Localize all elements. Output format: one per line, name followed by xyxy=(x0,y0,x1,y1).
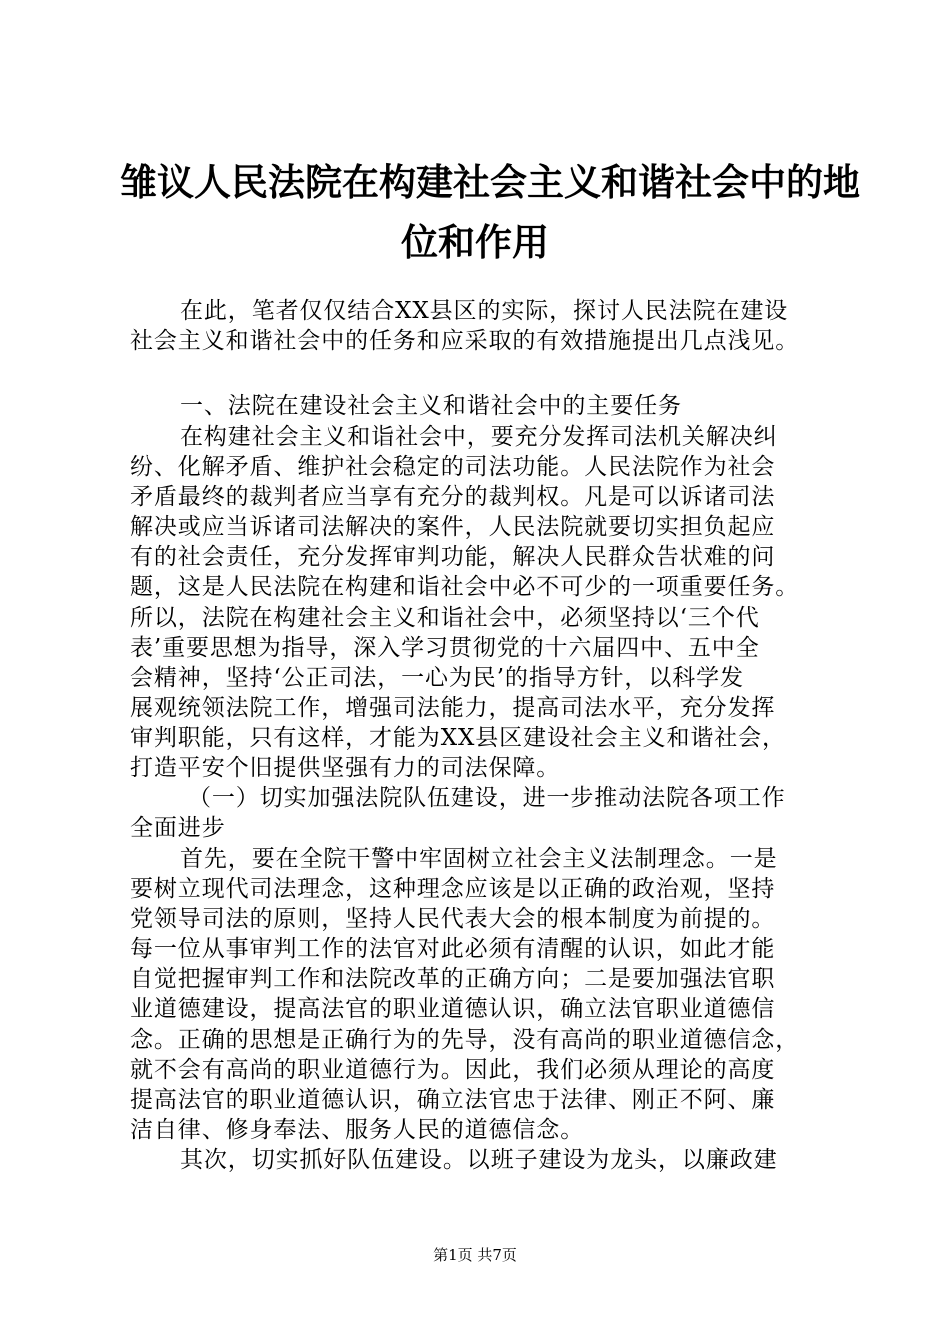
subsection-heading-text: （一）切实加强法院队伍建设，进一步推动法院各项工作 xyxy=(188,785,786,811)
paragraph-line: 表’重要思想为指导，深入学习贯彻党的十六届四中、五中全 xyxy=(130,634,760,661)
document-title-line-2: 位和作用 xyxy=(401,221,549,264)
paragraph-line: 业道德建设，提高法官的职业道德认识，确立法官职业道德信 xyxy=(130,996,776,1023)
paragraph-line: 在构建社会主义和诣社会中，要充分发挥司法机关解决纠 xyxy=(180,424,778,450)
paragraph-line: 有的社会责任，充分发挥审判功能，解决人民群众告状难的问 xyxy=(130,544,776,571)
paragraph-line: 解决或应当诉诸司法解决的案件，人民法院就要切实担负起应 xyxy=(130,514,776,541)
document-title-line-1: 雏议人民法院在构建社会主义和谐社会中的地 xyxy=(120,161,860,204)
paragraph-line: 社会主义和谐社会中的任务和应采取的有效措施提出几点浅见。 xyxy=(130,328,800,355)
section1-paragraph xyxy=(130,422,850,783)
paragraph-line: 首先，要在全院干警中牢固树立社会主义法制理念。一是 xyxy=(180,846,778,872)
paragraph-line: 念。正确的思想是正确行为的先导，没有高尚的职业道德信念， xyxy=(130,1026,800,1053)
paragraph-line: 矛盾最终的裁判者应当享有充分的裁判权。凡是可以诉诸司法 xyxy=(130,484,776,511)
subsection1-paragraph-2 xyxy=(130,1145,850,1175)
section-heading xyxy=(130,391,850,421)
subsection-heading-text: 全面进步 xyxy=(130,815,226,842)
intro-paragraph xyxy=(130,296,850,356)
paragraph-line: 自觉把握审判工作和法院改革的正确方向；二是要加强法官职 xyxy=(130,966,776,993)
paragraph-line: 洁自律、修身奉法、服务人民的道德信念。 xyxy=(130,1116,585,1143)
subsection1-paragraph-1 xyxy=(130,844,850,1145)
section-heading-text: 一、法院在建设社会主义和谐社会中的主要任务 xyxy=(180,393,682,419)
paragraph-line: 每一位从事审判工作的法官对此必须有清醒的认识，如此才能 xyxy=(130,936,776,963)
paragraph-line: 纷、化解矛盾、维护社会稳定的司法功能。人民法院作为社会 xyxy=(130,454,776,481)
paragraph-line: 会精神，坚持‘公正司法，一心为民’的指导方针，以科学发 xyxy=(130,664,744,691)
paragraph-line: 党领导司法的原则，坚持人民代表大会的根本制度为前提的。 xyxy=(130,906,776,933)
paragraph-line: 要树立现代司法理念，这种理念应该是以正确的政治观，坚持 xyxy=(130,876,776,903)
paragraph-line: 展观统领法院工作，增强司法能力，提高司法水平，充分发挥 xyxy=(130,694,776,721)
paragraph-line: 提高法官的职业道德认识，确立法官忠于法律、刚正不阿、廉 xyxy=(130,1086,776,1113)
paragraph-line: 在此，笔者仅仅结合XX县区的实际，探讨人民法院在建设 xyxy=(180,298,789,324)
paragraph-line: 审判职能，只有这样，才能为XX县区建设社会主义和谐社会， xyxy=(130,724,786,751)
subsection-heading xyxy=(130,783,850,843)
paragraph-line: 打造平安个旧提供坚强有力的司法保障。 xyxy=(130,755,561,782)
paragraph-line: 题，这是人民法院在构建和诣社会中必不可少的一项重要任务。 xyxy=(130,574,800,601)
paragraph-line: 其次，切实抓好队伍建设。以班子建设为龙头，以廉政建 xyxy=(180,1147,778,1173)
paragraph-line: 所以，法院在构建社会主义和诣社会中，必须坚持以‘三个代 xyxy=(130,604,760,631)
paragraph-line: 就不会有高尚的职业道德行为。因此，我们必须从理论的高度 xyxy=(130,1056,776,1083)
page-number-label: 第1页 共7页 xyxy=(433,1246,517,1264)
page-footer xyxy=(0,1244,950,1265)
